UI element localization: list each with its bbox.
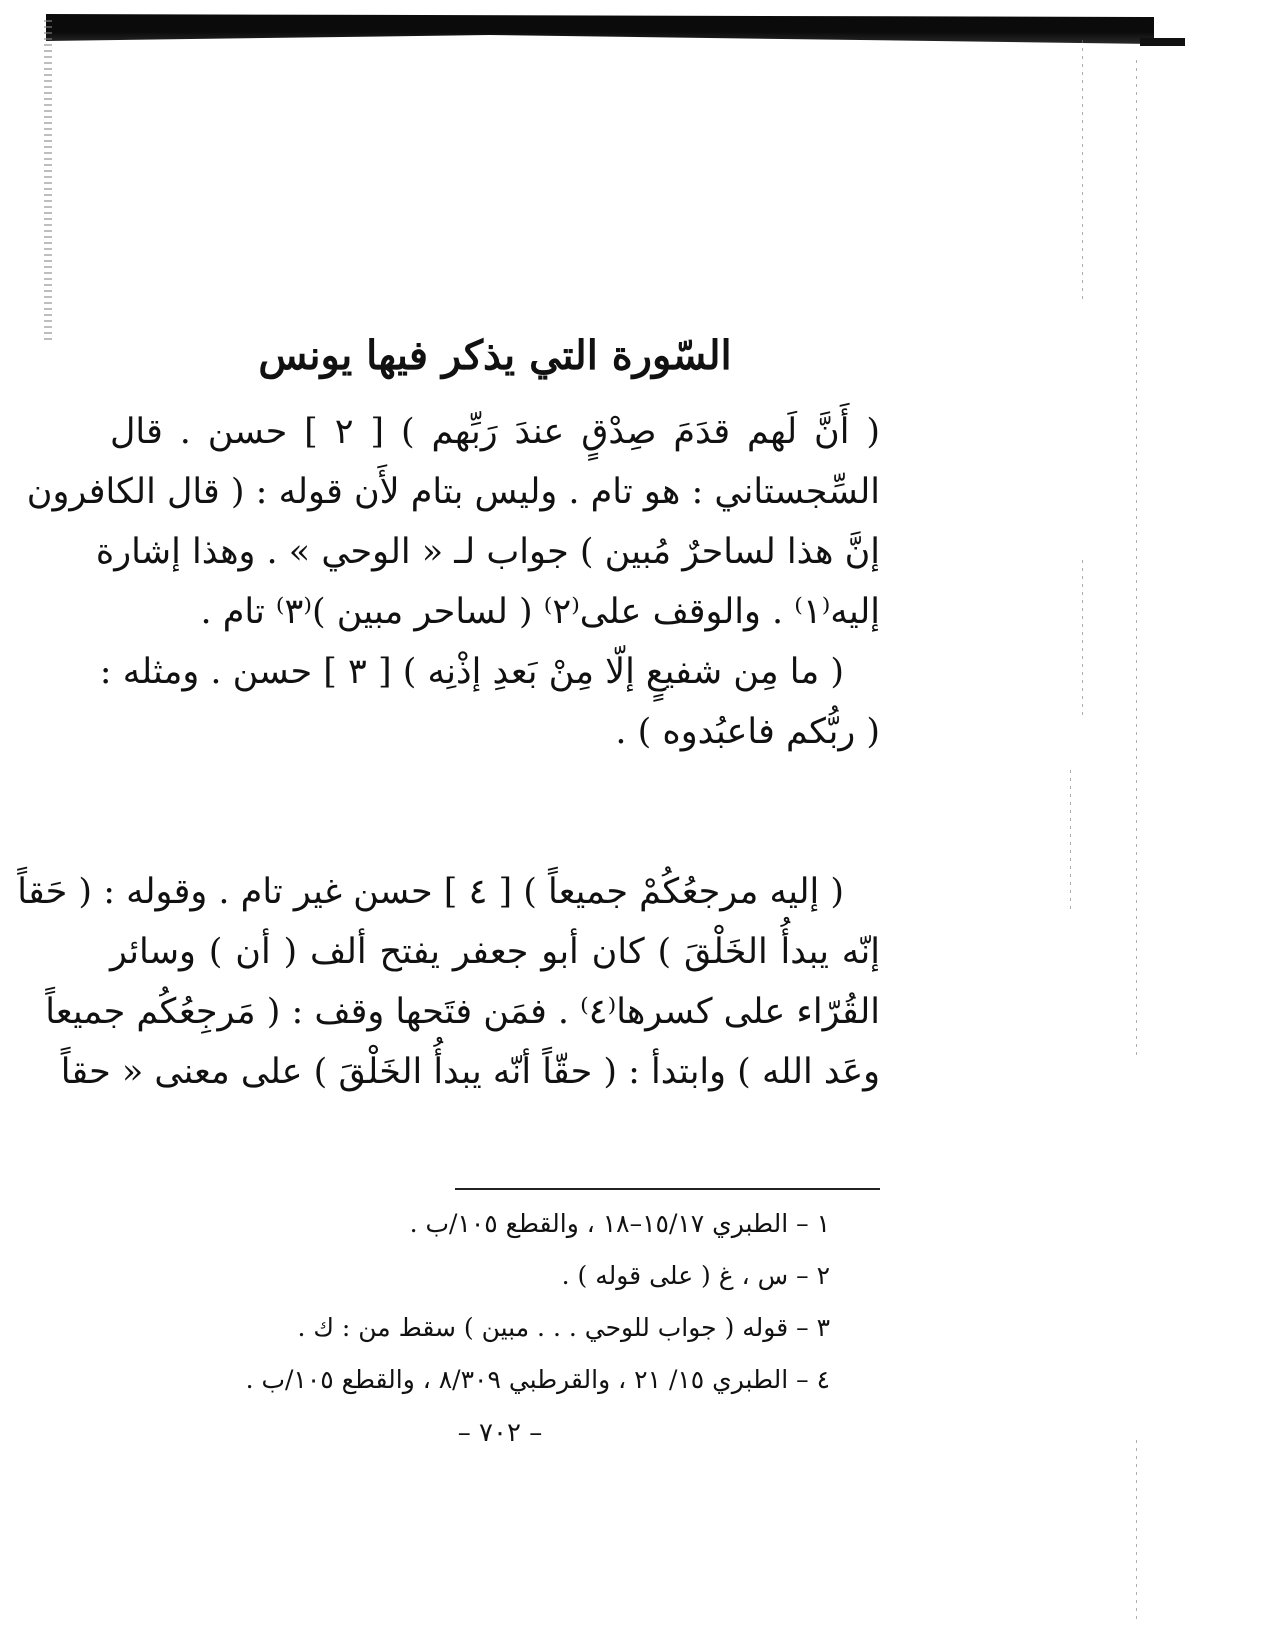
text-line: إنّه يبدأُ الخَلْقَ ) كان أبو جعفر يفتح ألف ( أن ) وسائر — [110, 932, 880, 972]
text-line: وعَد الله ) وابتدأ : ( حقّاً أنّه يبدأُ الخَلْقَ ) على معنى « حقاً — [60, 1052, 880, 1092]
scan-top-edge-tab — [1140, 38, 1185, 46]
text-line: ( ربُّكم فاعبُدوه ) . — [615, 712, 880, 752]
scan-right-edge-mark — [1082, 560, 1083, 720]
scan-top-edge — [46, 14, 1154, 44]
text-line: إنَّ هذا لساحرٌ مُبين ) جواب لـ « الوحي » . وهذا إشارة — [95, 532, 880, 572]
scan-right-edge-mark — [1136, 1440, 1137, 1620]
body-text — [26, 402, 880, 762]
text-line: القُرّاء على كسرها⁽٤⁾ . فمَن فتَحها وقف : ( مَرجِعُكُم جميعاً — [45, 992, 880, 1032]
text-line: ( ما مِن شفيعٍ إلّا مِنْ بَعدِ إذْنِه ) [ ٣ ] حسن . ومثله : — [99, 652, 844, 692]
scan-right-edge-mark — [1136, 60, 1137, 1060]
text-line: السِّجستاني : هو تام . وليس بتام لأَن قوله : ( قال الكافرون — [26, 472, 880, 512]
text-line: إليه⁽١⁾ . والوقف على⁽٢⁾ ( لساحر مبين )⁽٣⁾ تام . — [200, 592, 880, 632]
scan-right-edge-mark — [1070, 770, 1071, 910]
footnote: ٢ – س ، غ ( على قوله ) . — [561, 1261, 830, 1290]
footnotes — [110, 1198, 830, 1406]
footnote: ٤ – الطبري ١٥/ ٢١ ، والقرطبي ٨/٣٠٩ ، والقطع ١٠٥/ب . — [245, 1365, 830, 1394]
footnote: ١ – الطبري ١٥/١٧–١٨ ، والقطع ١٠٥/ب . — [409, 1209, 830, 1238]
footnote-divider — [455, 1188, 880, 1190]
scan-right-edge-mark — [1082, 40, 1083, 300]
text-line: ( أَنَّ لَهم قدَمَ صِدْقٍ عندَ رَبِّهم ) [ ٢ ] حسن . قال — [110, 412, 880, 452]
page-number: – ٧٠٢ – — [457, 1418, 543, 1448]
footnote: ٣ – قوله ( جواب للوحي . . . مبين ) سقط من : ك . — [297, 1313, 830, 1342]
page-title: السّورة التي يذكر فيها يونس — [258, 332, 732, 379]
body-text — [17, 862, 880, 1102]
scan-left-edge — [44, 20, 52, 340]
text-line: ( إليه مرجعُكُمْ جميعاً ) [ ٤ ] حسن غير تام . وقوله : ( حَقاً — [17, 872, 844, 912]
